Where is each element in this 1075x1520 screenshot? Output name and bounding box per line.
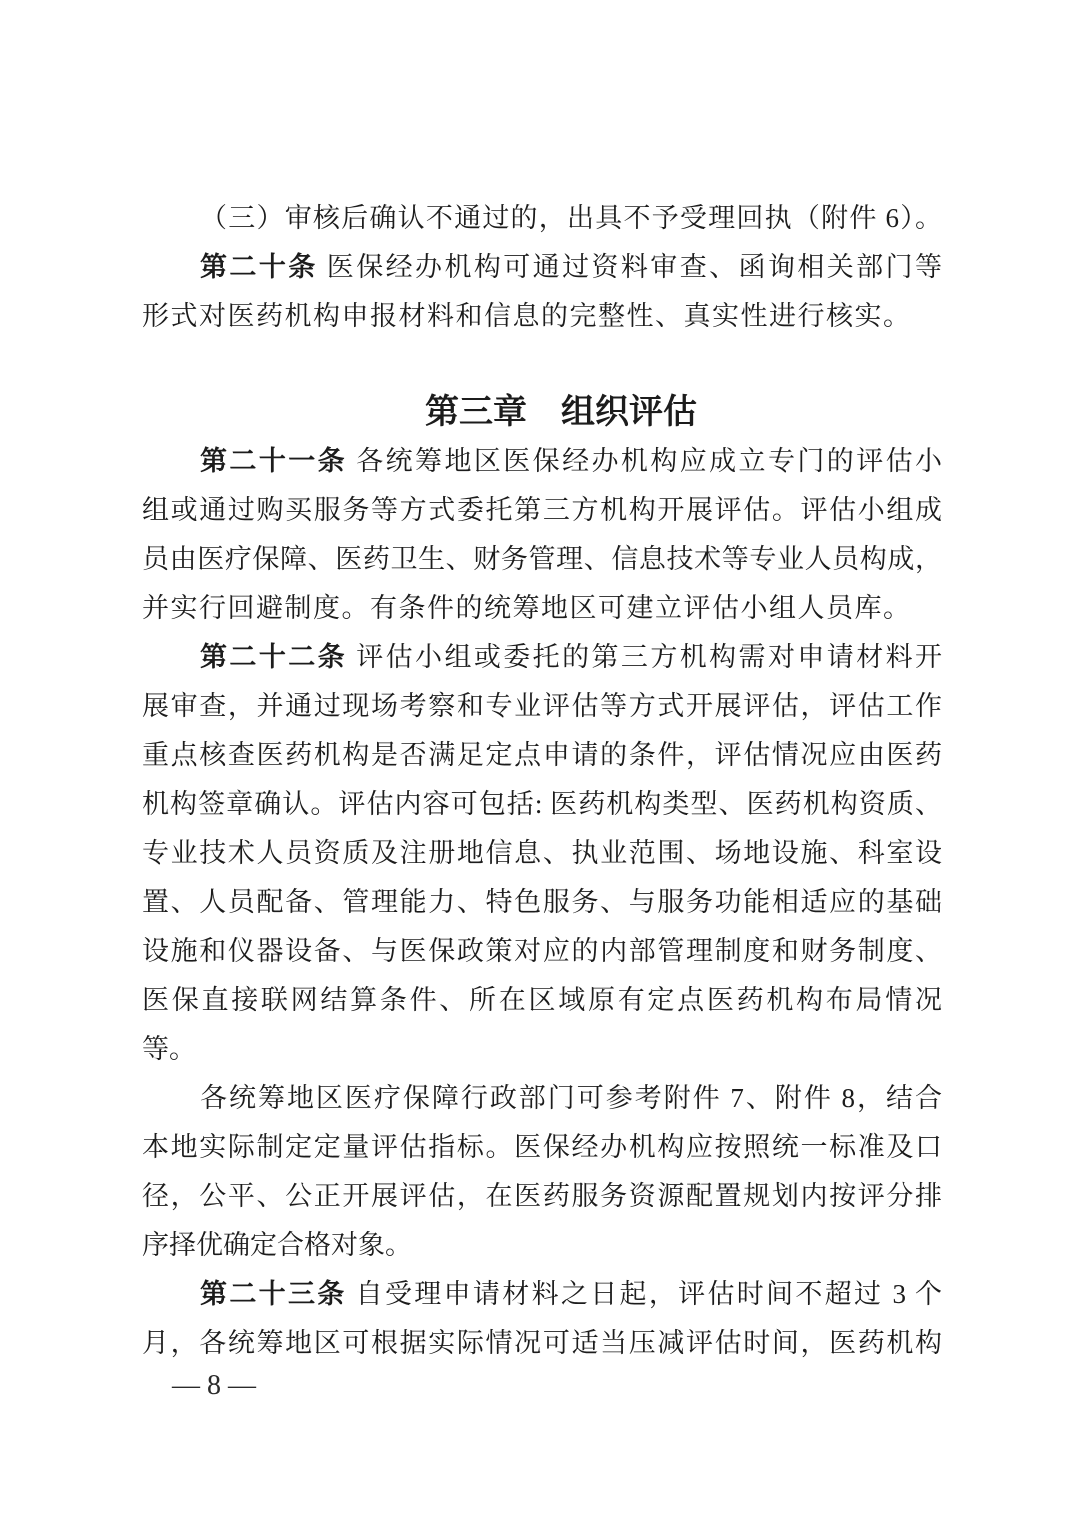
article-number: 第二十三条 bbox=[200, 1279, 347, 1309]
text-line bbox=[142, 292, 942, 341]
text-line bbox=[142, 535, 942, 584]
body-text: 形式对医药机构申报材料和信息的完整性、真实性进行核实。 bbox=[142, 301, 912, 331]
text-line bbox=[142, 682, 942, 731]
text-line bbox=[142, 780, 942, 829]
text-line bbox=[142, 927, 942, 976]
body-text: 本地实际制定定量评估指标。医保经办机构应按照统一标准及口 bbox=[142, 1132, 942, 1162]
body-text: 机构签章确认。评估内容可包括: 医药机构类型、医药机构资质、 bbox=[142, 789, 942, 819]
body-text: 各统筹地区医保经办机构应成立专门的评估小 bbox=[347, 446, 943, 476]
text-line bbox=[142, 1172, 942, 1221]
text-line bbox=[142, 731, 942, 780]
text-line bbox=[142, 486, 942, 535]
text-line bbox=[142, 437, 942, 486]
body-text: （三）审核后确认不通过的，出具不予受理回执（附件 6）。 bbox=[200, 203, 942, 233]
text-line bbox=[142, 829, 942, 878]
chapter-heading-text: 第三章 组织评估 bbox=[425, 393, 697, 431]
body-text: 设施和仪器设备、与医保政策对应的内部管理制度和财务制度、 bbox=[142, 936, 942, 966]
body-text: 医保经办机构可通过资料审查、函询相关部门等 bbox=[317, 252, 942, 282]
article-number: 第二十条 bbox=[200, 252, 318, 282]
body-text: 组或通过购买服务等方式委托第三方机构开展评估。评估小组成 bbox=[142, 495, 942, 525]
document-body bbox=[142, 194, 942, 1368]
body-text: 置、人员配备、管理能力、特色服务、与服务功能相适应的基础 bbox=[142, 887, 942, 917]
article-number: 第二十一条 bbox=[200, 446, 348, 476]
body-text: 医保直接联网结算条件、所在区域原有定点医药机构布局情况 bbox=[142, 985, 942, 1015]
body-text: 序择优确定合格对象。 bbox=[142, 1230, 412, 1260]
body-text: 自受理申请材料之日起，评估时间不超过 3 个 bbox=[346, 1279, 943, 1309]
text-line bbox=[142, 1270, 942, 1319]
body-text: 重点核查医药机构是否满足定点申请的条件，评估情况应由医药 bbox=[142, 740, 942, 770]
body-text: 月，各统筹地区可根据实际情况可适当压减评估时间，医药机构 bbox=[142, 1328, 942, 1358]
body-text: 并实行回避制度。有条件的统筹地区可建立评估小组人员库。 bbox=[142, 593, 912, 623]
text-line bbox=[142, 1025, 942, 1074]
body-text: 各统筹地区医疗保障行政部门可参考附件 7、附件 8，结合 bbox=[200, 1083, 942, 1113]
body-text: 展审查，并通过现场考察和专业评估等方式开展评估，评估工作 bbox=[142, 691, 942, 721]
body-text: 径，公平、公正开展评估，在医药服务资源配置规划内按评分排 bbox=[142, 1181, 942, 1211]
body-text: 专业技术人员资质及注册地信息、执业范围、场地设施、科室设 bbox=[142, 838, 942, 868]
text-line bbox=[142, 1123, 942, 1172]
text-line bbox=[142, 1221, 942, 1270]
text-line bbox=[142, 976, 942, 1025]
chapter-heading bbox=[142, 388, 942, 437]
article-number: 第二十二条 bbox=[200, 642, 348, 672]
body-text: 等。 bbox=[142, 1034, 196, 1064]
text-line bbox=[142, 194, 942, 243]
text-line bbox=[142, 584, 942, 633]
text-line bbox=[142, 1074, 942, 1123]
body-text: 员由医疗保障、医药卫生、财务管理、信息技术等专业人员构成， bbox=[142, 544, 942, 574]
text-line bbox=[142, 1319, 942, 1368]
text-line bbox=[142, 878, 942, 927]
text-line bbox=[142, 633, 942, 682]
text-line bbox=[142, 243, 942, 292]
body-text: 评估小组或委托的第三方机构需对申请材料开 bbox=[347, 642, 943, 672]
page-number: — 8 — bbox=[172, 1370, 256, 1401]
